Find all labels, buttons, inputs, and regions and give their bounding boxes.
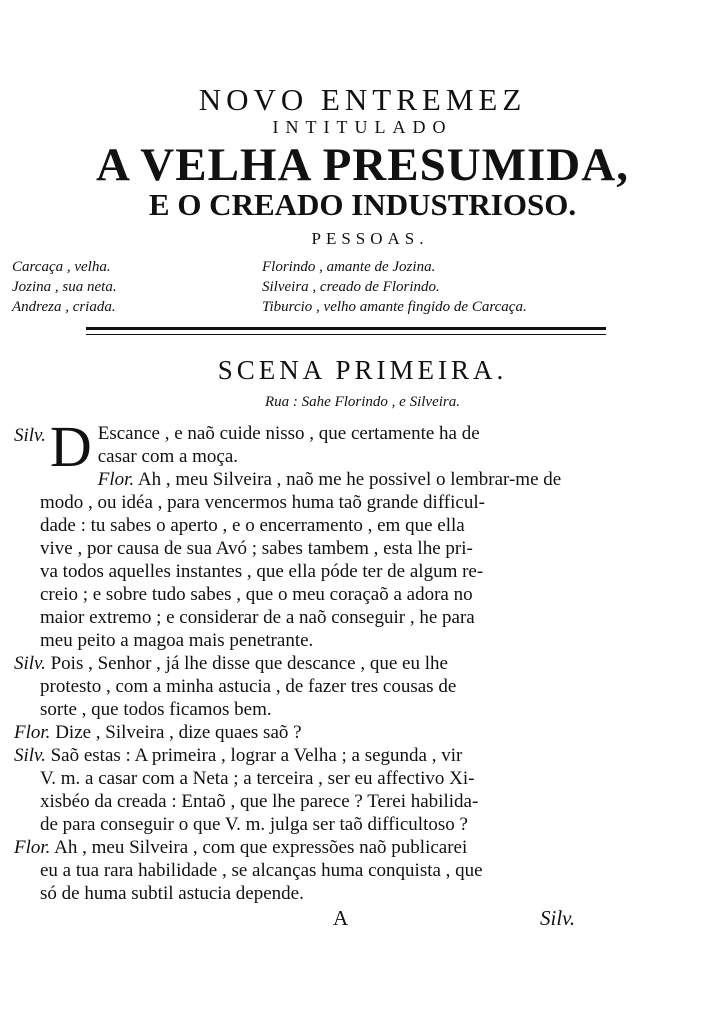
dialogue-lines <box>14 468 604 905</box>
dialogue-line <box>14 583 604 606</box>
dialogue-line <box>14 836 604 859</box>
dialogue-line <box>14 468 604 491</box>
dialogue-text-run: V. m. a casar com a Neta ; a terceira , ser eu affectivo Xi- <box>40 768 475 789</box>
dialogue-line: Escance , e naõ cuide nisso , que certamente ha de <box>97 423 480 444</box>
first-speech <box>14 414 604 479</box>
dialogue-text-run: vive , por causa de sua Avó ; sabes tambem , esta lhe pri- <box>40 538 473 559</box>
speaker-label: Silv. <box>14 653 46 674</box>
speaker-label: Flor. <box>14 837 51 858</box>
dialogue-text-run: meu peito a magoa mais penetrante. <box>40 630 314 651</box>
dialogue-line <box>14 652 604 675</box>
dialogue-text-run: creio ; e sobre tudo sabes , que o meu coraçaõ a adora no <box>40 584 473 605</box>
cast-list-left <box>12 257 242 317</box>
pessoas-heading: PESSOAS. <box>311 229 429 248</box>
cast-list-right <box>262 257 722 317</box>
dialogue-line <box>14 882 604 905</box>
cast-entry: Florindo , amante de Jozina. <box>262 259 436 275</box>
scene-title: SCENA PRIMEIRA. <box>217 355 508 385</box>
signature-mark: A <box>333 906 349 930</box>
dialogue-text-run: Ah , meu Silveira , naõ me he possivel o lembrar-me de <box>137 469 562 490</box>
dialogue-text-run: de para conseguir o que V. m. julga ser taõ difficultoso ? <box>40 814 468 835</box>
dialogue-text-run: Ah , meu Silveira , com que expressões naõ publicarei <box>54 837 468 858</box>
dialogue-line <box>14 698 604 721</box>
dialogue-line <box>14 721 604 744</box>
dialogue-line <box>14 675 604 698</box>
cast-entry: Tiburcio , velho amante fingido de Carcaça. <box>262 299 527 315</box>
dialogue-text-run: Pois , Senhor , já lhe disse que descance , que eu lhe <box>50 653 448 674</box>
drop-cap: D <box>49 414 92 479</box>
dialogue-text-run: eu a tua rara habilidade , se alcanças huma conquista , que <box>40 860 483 881</box>
speaker-label: Silv. <box>14 745 46 766</box>
title-line-1: NOVO ENTREMEZ <box>198 82 527 117</box>
dialogue-line: casar com a moça. <box>97 446 239 467</box>
dialogue-text <box>14 414 604 905</box>
speaker-label: Silv. <box>14 425 46 446</box>
cast-entry: Carcaça , velha. <box>12 259 111 275</box>
cast-entry: Silveira , creado de Florindo. <box>262 279 440 295</box>
dialogue-line <box>14 514 604 537</box>
title-line-2: INTITULADO <box>272 117 453 137</box>
catchword: Silv. <box>540 906 576 930</box>
dialogue-line <box>14 629 604 652</box>
dialogue-text-run: só de huma subtil astucia depende. <box>40 883 304 904</box>
cast-entry: Andreza , criada. <box>12 299 116 315</box>
dialogue-text-run: xisbéo da creada : Entaõ , que lhe parece ? Terei habilida- <box>40 791 479 812</box>
dialogue-line <box>14 767 604 790</box>
dialogue-text-run: sorte , que todos ficamos bem. <box>40 699 272 720</box>
dialogue-text-run: modo , ou idéa , para vencermos huma taõ grande difficul- <box>40 492 485 513</box>
speaker-label: Flor. <box>14 722 51 743</box>
dialogue-line <box>14 491 604 514</box>
dialogue-text-run: maior extremo ; e considerar de a naõ conseguir , he para <box>40 607 475 628</box>
dialogue-line <box>14 859 604 882</box>
dialogue-text-run: dade : tu sabes o aperto , e o encerramento , em que ella <box>40 515 465 536</box>
dialogue-text-run: Dize , Silveira , dize quaes saõ ? <box>55 722 302 743</box>
speaker-label: Flor. <box>97 469 135 490</box>
dialogue-text-run: va todos aquelles instantes , que ella póde ter de algum re- <box>40 561 484 582</box>
title-sub: E O CREADO INDUSTRIOSO. <box>148 187 577 222</box>
stage-direction: Rua : Sahe Florindo , e Silveira. <box>265 394 460 410</box>
dialogue-line <box>14 790 604 813</box>
title-main: A VELHA PRESUMIDA, <box>96 139 629 191</box>
dialogue-line <box>14 560 604 583</box>
dialogue-text-run: protesto , com a minha astucia , de fazer tres cousas de <box>40 676 457 697</box>
dialogue-line <box>14 813 604 836</box>
cast-entry: Jozina , sua neta. <box>12 279 117 295</box>
dialogue-line <box>14 744 604 767</box>
dialogue-line <box>14 606 604 629</box>
dialogue-line <box>14 537 604 560</box>
divider-rule-thin <box>86 334 606 335</box>
divider-rule-thick <box>86 327 606 330</box>
dialogue-text-run: Saõ estas : A primeira , lograr a Velha ; a segunda , vir <box>50 745 463 766</box>
